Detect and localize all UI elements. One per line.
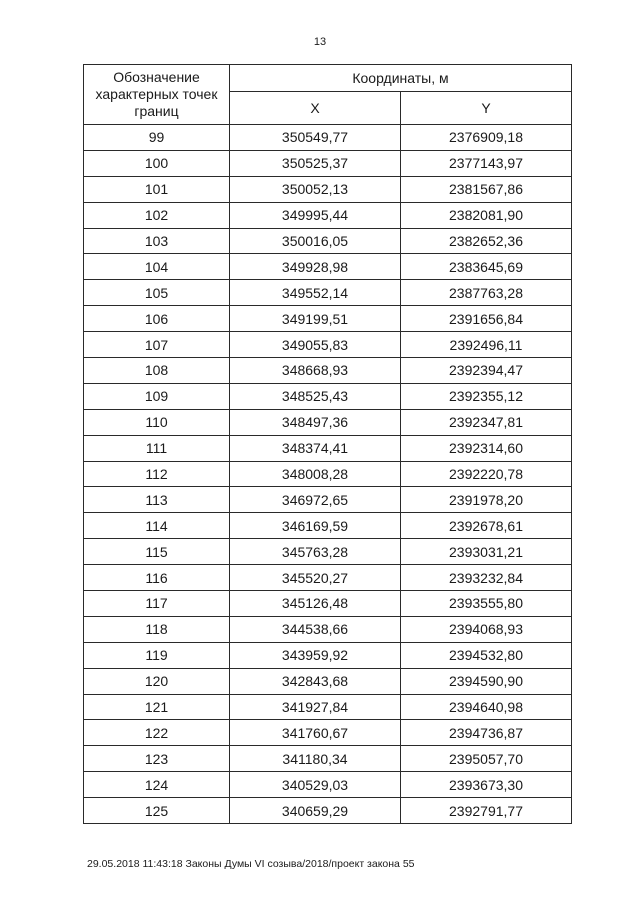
table-row — [84, 720, 572, 746]
x-coordinate-cell: 348374,41 — [230, 435, 401, 461]
point-cell: 99 — [84, 125, 230, 151]
x-coordinate-cell: 341927,84 — [230, 694, 401, 720]
y-coordinate-cell: 2393232,84 — [401, 565, 572, 591]
document-footer: 29.05.2018 11:43:18 Законы Думы VI созыва/2018/проект закона 55 — [87, 858, 415, 870]
point-cell: 102 — [84, 202, 230, 228]
y-coordinate-cell: 2393673,30 — [401, 772, 572, 798]
table-row — [84, 176, 572, 202]
table-row — [84, 254, 572, 280]
y-coordinate-cell: 2382081,90 — [401, 202, 572, 228]
point-cell: 116 — [84, 565, 230, 591]
x-coordinate-cell: 348497,36 — [230, 409, 401, 435]
table-row — [84, 332, 572, 358]
y-coordinate-cell: 2392791,77 — [401, 798, 572, 824]
points-column-header: Обозначение характерных точек границ — [84, 65, 230, 125]
table-body — [84, 125, 572, 824]
point-cell: 105 — [84, 280, 230, 306]
coordinates-table — [83, 64, 572, 824]
point-cell: 104 — [84, 254, 230, 280]
x-coordinate-cell: 350052,13 — [230, 176, 401, 202]
table-row — [84, 150, 572, 176]
point-cell: 119 — [84, 642, 230, 668]
x-coordinate-cell: 342843,68 — [230, 668, 401, 694]
table-row — [84, 409, 572, 435]
table-row — [84, 746, 572, 772]
y-coordinate-cell: 2392347,81 — [401, 409, 572, 435]
x-coordinate-cell: 350549,77 — [230, 125, 401, 151]
table-row — [84, 280, 572, 306]
y-coordinate-cell: 2391656,84 — [401, 306, 572, 332]
point-cell: 110 — [84, 409, 230, 435]
table-row — [84, 668, 572, 694]
table-row — [84, 772, 572, 798]
table-row — [84, 694, 572, 720]
y-coordinate-cell: 2392355,12 — [401, 383, 572, 409]
point-cell: 101 — [84, 176, 230, 202]
x-column-header: X — [230, 92, 401, 125]
table-row — [84, 513, 572, 539]
point-cell: 103 — [84, 228, 230, 254]
point-cell: 120 — [84, 668, 230, 694]
point-cell: 111 — [84, 435, 230, 461]
table-row — [84, 539, 572, 565]
x-coordinate-cell: 343959,92 — [230, 642, 401, 668]
y-coordinate-cell: 2392496,11 — [401, 332, 572, 358]
y-coordinate-cell: 2392394,47 — [401, 358, 572, 384]
y-coordinate-cell: 2392220,78 — [401, 461, 572, 487]
point-cell: 122 — [84, 720, 230, 746]
point-cell: 106 — [84, 306, 230, 332]
point-cell: 112 — [84, 461, 230, 487]
table-row — [84, 591, 572, 617]
x-coordinate-cell: 348525,43 — [230, 383, 401, 409]
table-row — [84, 461, 572, 487]
y-coordinate-cell: 2393031,21 — [401, 539, 572, 565]
table-row — [84, 306, 572, 332]
y-coordinate-cell: 2394640,98 — [401, 694, 572, 720]
point-cell: 114 — [84, 513, 230, 539]
y-coordinate-cell: 2392678,61 — [401, 513, 572, 539]
point-cell: 121 — [84, 694, 230, 720]
x-coordinate-cell: 346169,59 — [230, 513, 401, 539]
table-row — [84, 798, 572, 824]
y-coordinate-cell: 2394590,90 — [401, 668, 572, 694]
table-row — [84, 383, 572, 409]
point-cell: 109 — [84, 383, 230, 409]
y-coordinate-cell: 2393555,80 — [401, 591, 572, 617]
point-cell: 100 — [84, 150, 230, 176]
table-row — [84, 616, 572, 642]
y-coordinate-cell: 2394532,80 — [401, 642, 572, 668]
y-coordinate-cell: 2377143,97 — [401, 150, 572, 176]
x-coordinate-cell: 344538,66 — [230, 616, 401, 642]
table-row — [84, 228, 572, 254]
point-cell: 113 — [84, 487, 230, 513]
y-coordinate-cell: 2395057,70 — [401, 746, 572, 772]
x-coordinate-cell: 350525,37 — [230, 150, 401, 176]
table-row — [84, 435, 572, 461]
y-coordinate-cell: 2381567,86 — [401, 176, 572, 202]
point-cell: 117 — [84, 591, 230, 617]
table-row — [84, 487, 572, 513]
point-cell: 108 — [84, 358, 230, 384]
point-cell: 124 — [84, 772, 230, 798]
table-row — [84, 358, 572, 384]
table-row — [84, 642, 572, 668]
y-coordinate-cell: 2387763,28 — [401, 280, 572, 306]
y-coordinate-cell: 2376909,18 — [401, 125, 572, 151]
coordinates-header: Координаты, м — [230, 65, 572, 92]
table-row — [84, 202, 572, 228]
y-coordinate-cell: 2394736,87 — [401, 720, 572, 746]
x-coordinate-cell: 345763,28 — [230, 539, 401, 565]
table-row — [84, 565, 572, 591]
x-coordinate-cell: 341760,67 — [230, 720, 401, 746]
x-coordinate-cell: 340529,03 — [230, 772, 401, 798]
table-row — [84, 125, 572, 151]
x-coordinate-cell: 349995,44 — [230, 202, 401, 228]
y-coordinate-cell: 2394068,93 — [401, 616, 572, 642]
x-coordinate-cell: 349199,51 — [230, 306, 401, 332]
y-coordinate-cell: 2391978,20 — [401, 487, 572, 513]
x-coordinate-cell: 345520,27 — [230, 565, 401, 591]
y-coordinate-cell: 2383645,69 — [401, 254, 572, 280]
x-coordinate-cell: 346972,65 — [230, 487, 401, 513]
x-coordinate-cell: 341180,34 — [230, 746, 401, 772]
point-cell: 107 — [84, 332, 230, 358]
x-coordinate-cell: 348008,28 — [230, 461, 401, 487]
x-coordinate-cell: 340659,29 — [230, 798, 401, 824]
x-coordinate-cell: 349055,83 — [230, 332, 401, 358]
point-cell: 115 — [84, 539, 230, 565]
x-coordinate-cell: 349928,98 — [230, 254, 401, 280]
page-number: 13 — [313, 36, 327, 48]
x-coordinate-cell: 349552,14 — [230, 280, 401, 306]
point-cell: 123 — [84, 746, 230, 772]
x-coordinate-cell: 348668,93 — [230, 358, 401, 384]
point-cell: 118 — [84, 616, 230, 642]
y-column-header: Y — [401, 92, 572, 125]
y-coordinate-cell: 2382652,36 — [401, 228, 572, 254]
x-coordinate-cell: 345126,48 — [230, 591, 401, 617]
x-coordinate-cell: 350016,05 — [230, 228, 401, 254]
point-cell: 125 — [84, 798, 230, 824]
y-coordinate-cell: 2392314,60 — [401, 435, 572, 461]
